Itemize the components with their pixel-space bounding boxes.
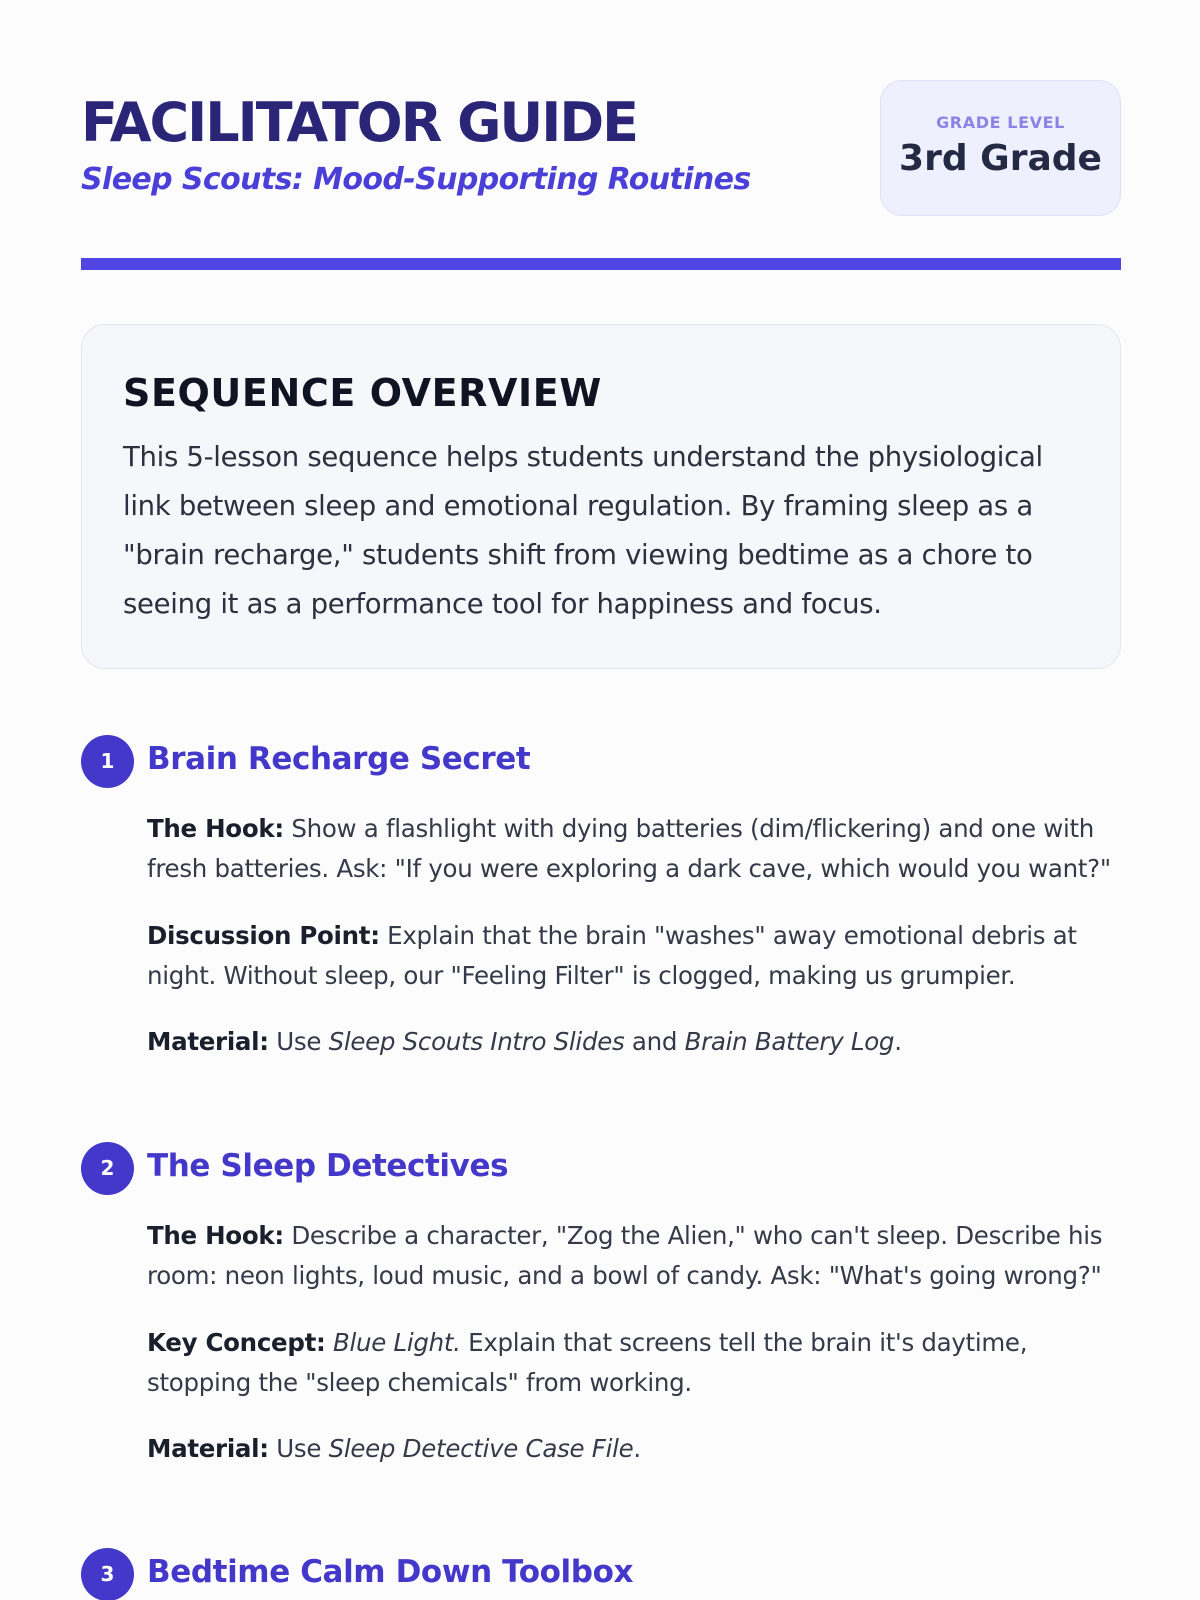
hook-text: Show a flashlight with dying batteries (dim/flickering) and one with fresh batteries. Ask: "If you were exploring a dark cave, which would you want?" (147, 814, 1111, 883)
material-text: . (633, 1434, 641, 1463)
lesson-title: Bedtime Calm Down Toolbox (147, 1554, 634, 1590)
hook-label: The Hook: (147, 814, 284, 843)
grade-level-label: GRADE LEVEL (936, 113, 1065, 132)
lesson-number-badge: 2 (81, 1142, 134, 1195)
material-item: Sleep Detective Case File (328, 1434, 634, 1463)
lesson-hook (147, 1216, 1127, 1296)
concept-term: Blue Light. (333, 1328, 461, 1357)
guide-header (81, 80, 1121, 220)
lesson-number-badge: 1 (81, 735, 134, 788)
lesson-hook (147, 809, 1127, 889)
discussion-text: Explain that the brain "washes" away emotional debris at night. Without sleep, our "Feeling Filter" is clogged, making us grumpier. (147, 921, 1077, 990)
material-text: and (624, 1027, 685, 1056)
lesson-key-concept (147, 1323, 1127, 1403)
hook-text: Describe a character, "Zog the Alien," who can't sleep. Describe his room: neon lights, loud music, and a bowl of candy. Ask: "What's going wrong?" (147, 1221, 1103, 1290)
discussion-label: Discussion Point: (147, 921, 380, 950)
concept-label: Key Concept: (147, 1328, 326, 1357)
material-item: Brain Battery Log (684, 1027, 895, 1056)
lesson-title: Brain Recharge Secret (147, 741, 531, 777)
grade-level-value: 3rd Grade (899, 138, 1102, 179)
page-title: FACILITATOR GUIDE (81, 91, 638, 154)
lesson-title: The Sleep Detectives (147, 1148, 509, 1184)
sequence-overview-card (81, 324, 1121, 669)
grade-level-card (880, 80, 1121, 216)
header-divider (81, 258, 1121, 270)
material-label: Material: (147, 1027, 269, 1056)
concept-text: Explain that screens tell the brain it's daytime, stopping the "sleep chemicals" from working. (147, 1328, 1028, 1397)
material-text: Use (268, 1434, 329, 1463)
lesson-material (147, 1022, 1127, 1062)
hook-label: The Hook: (147, 1221, 284, 1250)
material-item: Sleep Scouts Intro Slides (328, 1027, 625, 1056)
material-text: Use (268, 1027, 329, 1056)
lesson-discussion-point (147, 916, 1127, 996)
material-label: Material: (147, 1434, 269, 1463)
lesson-material (147, 1429, 1127, 1469)
overview-heading: SEQUENCE OVERVIEW (123, 371, 602, 415)
lesson-number-badge: 3 (81, 1548, 134, 1600)
page-subtitle: Sleep Scouts: Mood-Supporting Routines (81, 162, 751, 197)
material-text: . (894, 1027, 902, 1056)
overview-body: This 5-lesson sequence helps students understand the physiological link between sleep and emotional regulation. By framing sleep as a "brain recharge," students shift from viewing bedtime as a chore to seeing it as a performance tool for happiness and focus. (123, 441, 1043, 620)
